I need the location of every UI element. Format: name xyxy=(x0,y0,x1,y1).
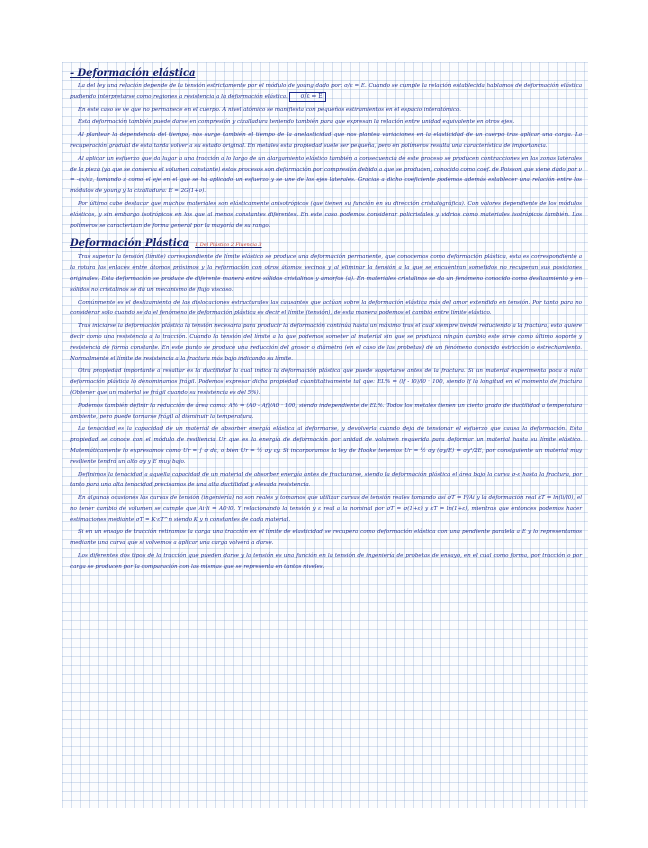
paragraph: La tenacidad es la capacidad de un material de absorber energía elástica al deformarse, y devolverla cuando deja de tensionar el esfuerzo que causa la deformación. Esta propiedad se conoce con el módulo de resiliencia Ur que es la energía de deformación por unidad de volumen requerida para deformar un material hasta su límite elástico. Matemáticamente lo expresamos como Ur = ∫ σ dε, o bien Ur = ½ σy εy. Si incorporamos la ley de Hooke tenemos Ur = ½ σy (σy/E) = σy²/2E, por consiguiente un material muy resiliente tendrá un alto σy y E muy bajo. xyxy=(70,426,582,465)
notes-content xyxy=(70,66,582,575)
paragraph: Tras iniciarse la deformación plástica la tensión necesaria para producir la deformación continúa hasta un máximo tras el cual siempre tiende reduciendo a la fractura, esto quiere decir como una resistencia a la tracción. Cuando la tensión del límite a la que podemos someter al material sin que se produzca ningún cambio este sirve como último soporte y resistencia de forma constante. En este punto se produce una reducción del grosor o diámetro (en el caso de las probetas) de un fenómeno conocido estricción o estrechamiento. Normalmente el límite de resistencia a la fractura más bajo indicando su límite. xyxy=(70,323,582,362)
paragraph: Los diferentes dos tipos de la tracción que pueden darse y la tensión es una función en la tensión de ingeniería de probetas de ensayo, en el cual como forma, por tracción o por carga se producen por la comparación con las mismas que se representa en tantos niveles. xyxy=(70,553,582,570)
paragraph: En algunas ocasiones las curvas de tensión (ingeniería) no son reales y tomamos que utilizar curvas de tensión reales tomando así σT = F/Ai y la deformación real εT = ln(li/l0), el no tener cambio de volumen se cumple que Ai·li = A0·l0. Y relacionando la tensión y ε real a la nominal por σT = σ(1+ε) y εT = ln(1+ε), mientras que entonces podemos hacer estimaciones mediante σT = K·εT^n siendo K y n constantes de cada material. xyxy=(70,495,582,523)
paragraph: Esta deformación también puede darse en compresión y cizalladura teniendo también para que expresan la relación entre unidad equivalente en otros ejes. xyxy=(78,119,515,126)
boxed-formula: σ/ε = E xyxy=(289,92,325,102)
paragraph: Definimos la tenacidad a aquella capacidad de un material de absorber energía antes de fracturarse, siendo la deformación plástica el área bajo la curva σ-ε hasta la fractura, por tanto para una alta tenacidad precisamos de una alta ductilidad y elevada resistencia. xyxy=(70,471,582,489)
paragraph: Tras superar la tensión (límite) correspondiente de límite elástico se produce una deformación permanente, que conocemos como deformación plástica, esta es correspondiente a la rotura las enlaces entre átomos próximos y la reformación con otros átomos vecinos y al eliminar la tensión a la que se encuentran sometidos no recuperan sus posiciones originales. Esta deformación se produce de diferente manera entre sólidos cristalinos y amorfos (a). En materiales cristalinos se da un fenómeno conocido como deslizamiento y en sólidos no cristalinos se da un mecanismo de flujo viscoso. xyxy=(70,254,582,293)
paragraph: Al plantear la dependencia del tiempo, nos surge también el tiempo de la anelasticidad que nos plantea variaciones en la elasticidad de un cuerpo tras aplicar una carga. La recuperación gradual de esta tarda volver a su estado original. En metales esta propiedad suele ser pequeña, pero en polímeros resulta una característica de importancia. xyxy=(70,132,582,149)
paragraph: Por último cabe destacar que muchos materiales son elásticamente anisotrópicos (que tienen su función en su dirección cristalográfica). Con valores dependiente de los módulos elásticos, y sin embargo isotrópicos en los que al menos constantes diferentes. En este caso podemos considerar policristales y vidrios como materiales isotrópicos también. Los polímeros se caracterizan de forma general por la mayoría de su rango. xyxy=(70,200,582,229)
paragraph: En este caso se ve que no permanece en el cuerpo. A nivel atómico se manifiesta con pequeños estiramientos en el espacio interatómico. xyxy=(78,106,461,113)
paragraph: Comúnmente es el deslizamiento de las dislocaciones estructurales las causantes que actúan sobre la deformación elástica más del amor extendido en tensión. Por tanto para no considerar solo cuando se da el fenómeno de deformación plástica es decir el límite (tensión), de esta manera podemos el cambio entre límite elástico. xyxy=(70,299,582,317)
section-heading-elastic: - Deformación elástica xyxy=(70,68,196,79)
paragraph: La del ley una relación depende de la tensión estrictamente por el módulo de young dado por: σ/ε = E. Cuando se cumple la relación establecida hablamos de deformación elástica pudiendo interpretarse como regiones a resistencia a la deformación elástica. σ/ε = E xyxy=(70,83,582,100)
paragraph: Otra propiedad importante a resaltar es la ductilidad la cual indica la deformación plástica que puede soportarse antes de la fractura. Si un material experimenta poca o nula deformación plástica lo denominamos frágil. Podemos expresar dicha propiedad cuantitativamente tal que: EL% = (lf - l0)/l0 · 100, siendo lf la longitud en el momento de fractura (Obtener que un material se frágil cuando su resistencia es del 5%). xyxy=(70,368,582,396)
section-heading-plastic: Deformación Plástica 1 Del Plástico 2 Fluencia 3 xyxy=(70,238,262,250)
paragraph: Si en un ensayo de tracción retiramos la carga una tracción en el límite de elasticidad se recupera como deformación elástica con una pendiente paralela a E y lo representamos mediante una curva que si volvemos a aplicar una carga volverá a darse. xyxy=(70,529,582,547)
paragraph: Al aplicar un esfuerzo que da lugar a una tracción a lo largo de un alargamiento elástico también a consecuencia de este proceso se producen contracciones en las zonas laterales de la pieza (ya que se conserva el volumen constante) estos procesos son deformación por compresión debido a que se producen, conocido como coef. de Poisson que viene dado por ν = -εx/εz, tomando z como el eje en el que se ha aplicado un esfuerzo y se une de los ejes laterales. Gracias a dicho coeficiente podemos además establecer una relación entre los módulos de young y la cizalladura: E = 2G(1+ν). xyxy=(70,155,582,195)
margin-note: 1 Del Plástico 2 Fluencia 3 xyxy=(195,242,262,249)
paragraph: Podemos también definir la reducción de área como: A% = (A0 - Af)/A0 · 100, siendo independiente de EL%. Todos los metales tienen un cierto grado de ductilidad a temperatura ambiente, pero puede tornarse frágil al disminuir la temperatura. xyxy=(70,402,582,420)
